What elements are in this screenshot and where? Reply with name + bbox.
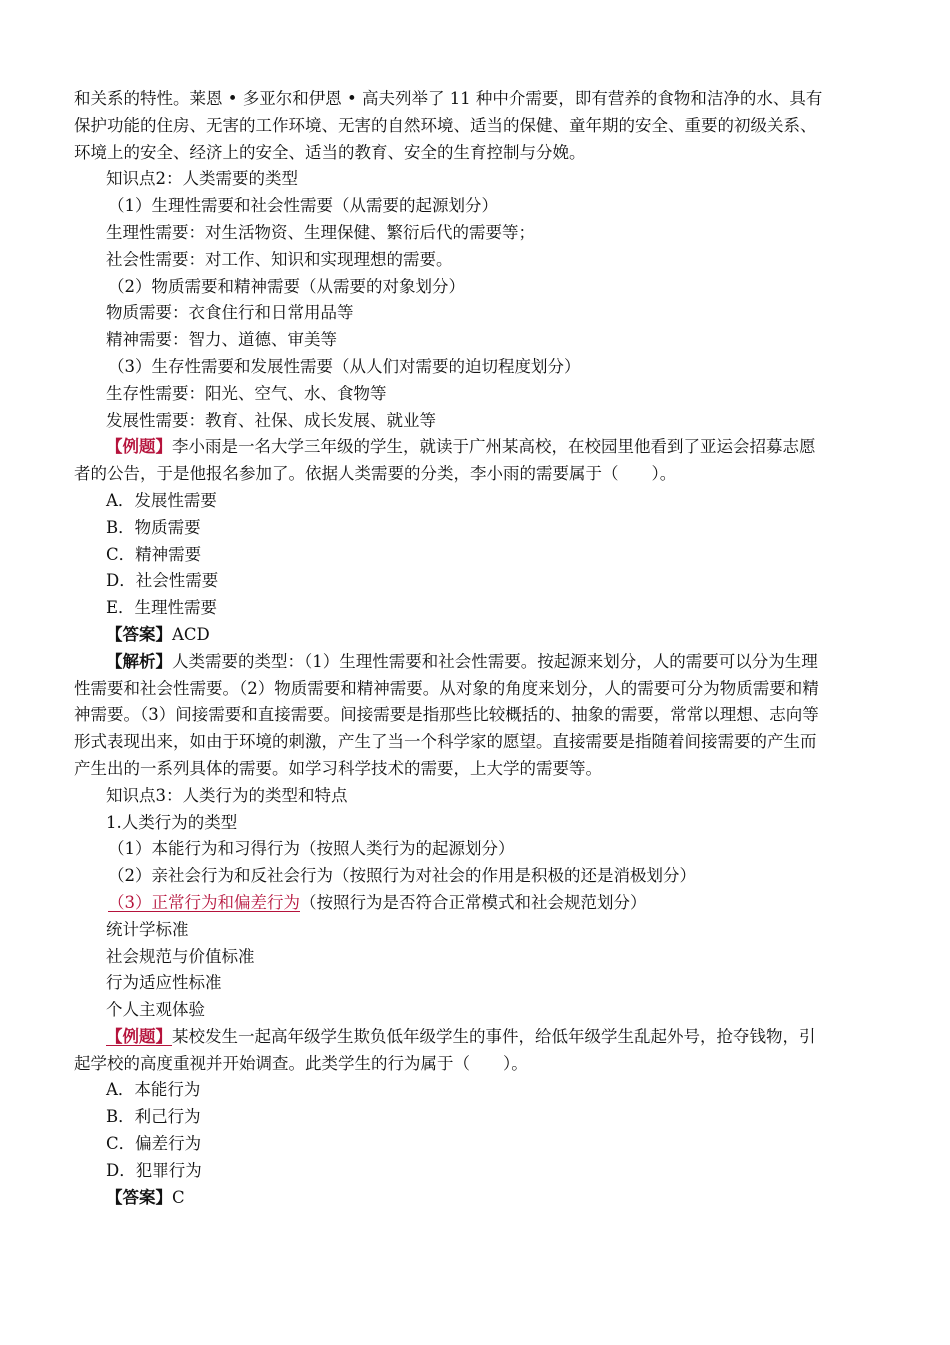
highlighted-term: （3）正常行为和偏差行为: [108, 892, 300, 912]
answer-tag: 【答案】: [106, 624, 172, 644]
kp2-item: 发展性需要：教育、社保、成长发展、就业等: [106, 410, 436, 430]
option-item: E．生理性需要: [106, 598, 218, 618]
option-item: D．社会性需要: [106, 571, 219, 591]
kp2-item: （2）物质需要和精神需要（从需要的对象划分）: [108, 276, 465, 296]
kp2-item: 物质需要：衣食住行和日常用品等: [106, 303, 354, 323]
intro-line-1: 和关系的特性。莱恩 • 多亚尔和伊恩 • 高夫列举了 11 种中介需要，即有营养的食物和洁净的水、具有: [74, 89, 823, 108]
analysis-text: 人类需要的类型：（1）生理性需要和社会性需要。按起源来划分，人的需要可以分为生理: [172, 651, 818, 671]
intro-line-2: 保护功能的住房、无害的工作环境、无害的自然环境、适当的保健、童年期的安全、重要的初级关系、: [74, 115, 817, 135]
kp3-subtitle: 1.人类行为的类型: [106, 812, 238, 832]
example-tag: 【例题】: [106, 1026, 172, 1046]
standard-item: 社会规范与价值标准: [106, 946, 255, 966]
answer-value: C: [172, 1187, 185, 1207]
analysis-line-2: 性需要和社会性需要。（2）物质需要和精神需要。从对象的角度来划分，人的需要可分为物质需要和精: [74, 678, 819, 698]
kp3-item-2: （2）亲社会行为和反社会行为（按照行为对社会的作用是积极的还是消极划分）: [108, 866, 696, 886]
kp2-item: （3）生存性需要和发展性需要（从人们对需要的迫切程度划分）: [108, 356, 581, 376]
kp2-item: 生存性需要：阳光、空气、水、食物等: [106, 383, 387, 403]
option-item: B．利己行为: [106, 1107, 201, 1127]
intro-line-3: 环境上的安全、经济上的安全、适当的教育、安全的生育控制与分娩。: [74, 142, 586, 162]
option-item: D．犯罪行为: [106, 1160, 202, 1180]
example1-question-line-2: 者的公告，于是他报名参加了。依据人类需要的分类，李小雨的需要属于（ ）。: [74, 464, 677, 484]
kp3-title: 知识点3：人类行为的类型和特点: [106, 785, 348, 805]
kp3-item-1: （1）本能行为和习得行为（按照人类行为的起源划分）: [108, 839, 515, 859]
kp2-title: 知识点2：人类需要的类型: [106, 169, 298, 189]
option-item: B．物质需要: [106, 517, 201, 537]
kp2-item: 社会性需要：对工作、知识和实现理想的需要。: [106, 249, 453, 269]
option-item: C．精神需要: [106, 544, 202, 564]
standard-item: 个人主观体验: [106, 1000, 205, 1020]
kp2-item: （1）生理性需要和社会性需要（从需要的起源划分）: [108, 196, 498, 216]
example1-answer: [74, 622, 880, 649]
answer-tag: 【答案】: [106, 1187, 172, 1207]
option-item: A．本能行为: [106, 1080, 201, 1100]
example-tag: 【例题】: [106, 437, 172, 457]
standard-item: 行为适应性标准: [106, 973, 222, 993]
answer-value: ACD: [172, 624, 210, 644]
example2-text: 某校发生一起高年级学生欺负低年级学生的事件，给低年级学生乱起外号，抢夺钱物，引: [172, 1026, 816, 1046]
analysis-line-1: [74, 649, 880, 676]
kp3-item-3-rest: （按照行为是否符合正常模式和社会规范划分）: [300, 892, 647, 912]
kp2-item: 生理性需要：对生活物资、生理保健、繁衍后代的需要等；: [106, 222, 535, 242]
option-item: C．偏差行为: [106, 1134, 202, 1154]
analysis-line-3: 神需要。（3）间接需要和直接需要。间接需要是指那些比较概括的、抽象的需要，常常以理想、志向等: [74, 705, 819, 725]
analysis-line-4: 形式表现出来，如由于环境的刺激，产生了当一个科学家的愿望。直接需要是指随着间接需要的产生而: [74, 732, 817, 752]
analysis-tag: 【解析】: [106, 651, 172, 671]
standard-item: 统计学标准: [106, 919, 189, 939]
analysis-line-5: 产生出的一系列具体的需要。如学习科学技术的需要，上大学的需要等。: [74, 758, 602, 778]
option-item: A．发展性需要: [106, 490, 217, 510]
example1-text: 李小雨是一名大学三年级的学生，就读于广州某高校，在校园里他看到了亚运会招募志愿: [172, 437, 816, 457]
kp3-item-3: [74, 890, 880, 917]
kp2-item: 精神需要：智力、道德、审美等: [106, 330, 337, 350]
example2-question-line-1: [74, 1024, 880, 1051]
example1-question-line-1: [74, 434, 880, 461]
example2-answer: [74, 1185, 880, 1212]
example2-question-line-2: 起学校的高度重视并开始调查。此类学生的行为属于（ ）。: [74, 1053, 528, 1073]
